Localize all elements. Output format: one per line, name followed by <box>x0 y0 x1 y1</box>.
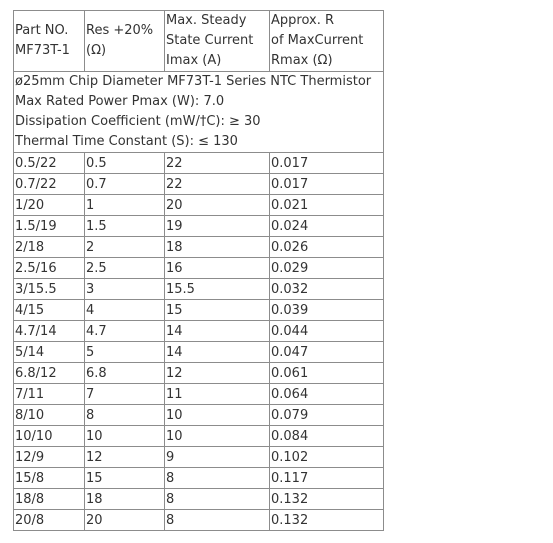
spec-time-constant: Thermal Time Constant (S): ≤ 130 <box>15 134 238 149</box>
header-rmax-line3: Rmax (Ω) <box>271 53 333 68</box>
table-row <box>14 174 384 195</box>
resistance-cell: 3 <box>85 279 165 300</box>
resistance-cell: 5 <box>85 342 165 363</box>
part-no-cell: 4.7/14 <box>14 321 85 342</box>
table-row <box>14 510 384 531</box>
resistance-cell: 0.5 <box>85 153 165 174</box>
header-part-no-line2: MF73T-1 <box>15 43 70 58</box>
max-current-cell: 14 <box>165 321 270 342</box>
resistance-cell: 18 <box>85 489 165 510</box>
rmax-cell: 0.117 <box>270 468 384 489</box>
rmax-cell: 0.047 <box>270 342 384 363</box>
part-no-cell: 7/11 <box>14 384 85 405</box>
max-current-cell: 16 <box>165 258 270 279</box>
resistance-cell: 2 <box>85 237 165 258</box>
part-no-cell: 5/14 <box>14 342 85 363</box>
table-row <box>14 489 384 510</box>
table-row <box>14 300 384 321</box>
rmax-cell: 0.017 <box>270 174 384 195</box>
rmax-cell: 0.017 <box>270 153 384 174</box>
resistance-cell: 0.7 <box>85 174 165 195</box>
spec-dissipation: Dissipation Coefficient (mW/†C): ≥ 30 <box>15 114 261 129</box>
header-rmax-line2: of MaxCurrent <box>271 33 364 48</box>
resistance-cell: 6.8 <box>85 363 165 384</box>
header-part-no-line1: Part NO. <box>15 23 69 38</box>
rmax-cell: 0.061 <box>270 363 384 384</box>
part-no-cell: 1.5/19 <box>14 216 85 237</box>
rmax-cell: 0.132 <box>270 489 384 510</box>
table-row <box>14 258 384 279</box>
table-row <box>14 405 384 426</box>
spec-max-power: Max Rated Power Pmax (W): 7.0 <box>15 94 225 109</box>
max-current-cell: 8 <box>165 510 270 531</box>
max-current-cell: 8 <box>165 489 270 510</box>
part-no-cell: 0.5/22 <box>14 153 85 174</box>
part-no-cell: 1/20 <box>14 195 85 216</box>
max-current-cell: 15 <box>165 300 270 321</box>
part-no-cell: 4/15 <box>14 300 85 321</box>
header-row <box>14 11 384 72</box>
max-current-cell: 22 <box>165 153 270 174</box>
rmax-cell: 0.032 <box>270 279 384 300</box>
spec-summary-cell <box>14 72 384 153</box>
rmax-cell: 0.044 <box>270 321 384 342</box>
rmax-cell: 0.026 <box>270 237 384 258</box>
part-no-cell: 6.8/12 <box>14 363 85 384</box>
spec-series-title: ø25mm Chip Diameter MF73T-1 Series NTC Thermistor <box>15 74 372 89</box>
part-no-cell: 12/9 <box>14 447 85 468</box>
rmax-cell: 0.039 <box>270 300 384 321</box>
max-current-cell: 9 <box>165 447 270 468</box>
header-max-current-line3: Imax (A) <box>166 53 222 68</box>
max-current-cell: 18 <box>165 237 270 258</box>
table-row <box>14 195 384 216</box>
header-resistance-line2: (Ω) <box>86 43 107 58</box>
max-current-cell: 12 <box>165 363 270 384</box>
max-current-cell: 11 <box>165 384 270 405</box>
table-row <box>14 237 384 258</box>
max-current-cell: 14 <box>165 342 270 363</box>
resistance-cell: 1 <box>85 195 165 216</box>
table-row <box>14 153 384 174</box>
part-no-cell: 8/10 <box>14 405 85 426</box>
max-current-cell: 19 <box>165 216 270 237</box>
resistance-cell: 12 <box>85 447 165 468</box>
rmax-cell: 0.024 <box>270 216 384 237</box>
table-row <box>14 279 384 300</box>
resistance-cell: 20 <box>85 510 165 531</box>
table-row <box>14 216 384 237</box>
header-max-current <box>165 11 270 72</box>
header-max-current-line2: State Current <box>166 33 254 48</box>
table-row <box>14 321 384 342</box>
table-row <box>14 363 384 384</box>
table-row <box>14 384 384 405</box>
rmax-cell: 0.029 <box>270 258 384 279</box>
rmax-cell: 0.084 <box>270 426 384 447</box>
max-current-cell: 10 <box>165 426 270 447</box>
resistance-cell: 4.7 <box>85 321 165 342</box>
table-row <box>14 426 384 447</box>
table-body <box>14 11 384 531</box>
rmax-cell: 0.132 <box>270 510 384 531</box>
header-resistance <box>85 11 165 72</box>
rmax-cell: 0.064 <box>270 384 384 405</box>
part-no-cell: 18/8 <box>14 489 85 510</box>
header-rmax-line1: Approx. R <box>271 13 335 28</box>
part-no-cell: 3/15.5 <box>14 279 85 300</box>
spec-summary-row <box>14 72 384 153</box>
part-no-cell: 20/8 <box>14 510 85 531</box>
resistance-cell: 2.5 <box>85 258 165 279</box>
header-resistance-line1: Res +20% <box>86 23 154 38</box>
resistance-cell: 7 <box>85 384 165 405</box>
resistance-cell: 15 <box>85 468 165 489</box>
part-no-cell: 15/8 <box>14 468 85 489</box>
resistance-cell: 4 <box>85 300 165 321</box>
header-max-current-line1: Max. Steady <box>166 13 247 28</box>
max-current-cell: 22 <box>165 174 270 195</box>
max-current-cell: 10 <box>165 405 270 426</box>
max-current-cell: 15.5 <box>165 279 270 300</box>
header-rmax <box>270 11 384 72</box>
resistance-cell: 1.5 <box>85 216 165 237</box>
header-part-no <box>14 11 85 72</box>
max-current-cell: 8 <box>165 468 270 489</box>
thermistor-spec-table <box>13 10 384 531</box>
table-row <box>14 468 384 489</box>
part-no-cell: 10/10 <box>14 426 85 447</box>
resistance-cell: 8 <box>85 405 165 426</box>
part-no-cell: 0.7/22 <box>14 174 85 195</box>
part-no-cell: 2/18 <box>14 237 85 258</box>
part-no-cell: 2.5/16 <box>14 258 85 279</box>
rmax-cell: 0.079 <box>270 405 384 426</box>
max-current-cell: 20 <box>165 195 270 216</box>
table-row <box>14 342 384 363</box>
resistance-cell: 10 <box>85 426 165 447</box>
table-row <box>14 447 384 468</box>
rmax-cell: 0.102 <box>270 447 384 468</box>
rmax-cell: 0.021 <box>270 195 384 216</box>
